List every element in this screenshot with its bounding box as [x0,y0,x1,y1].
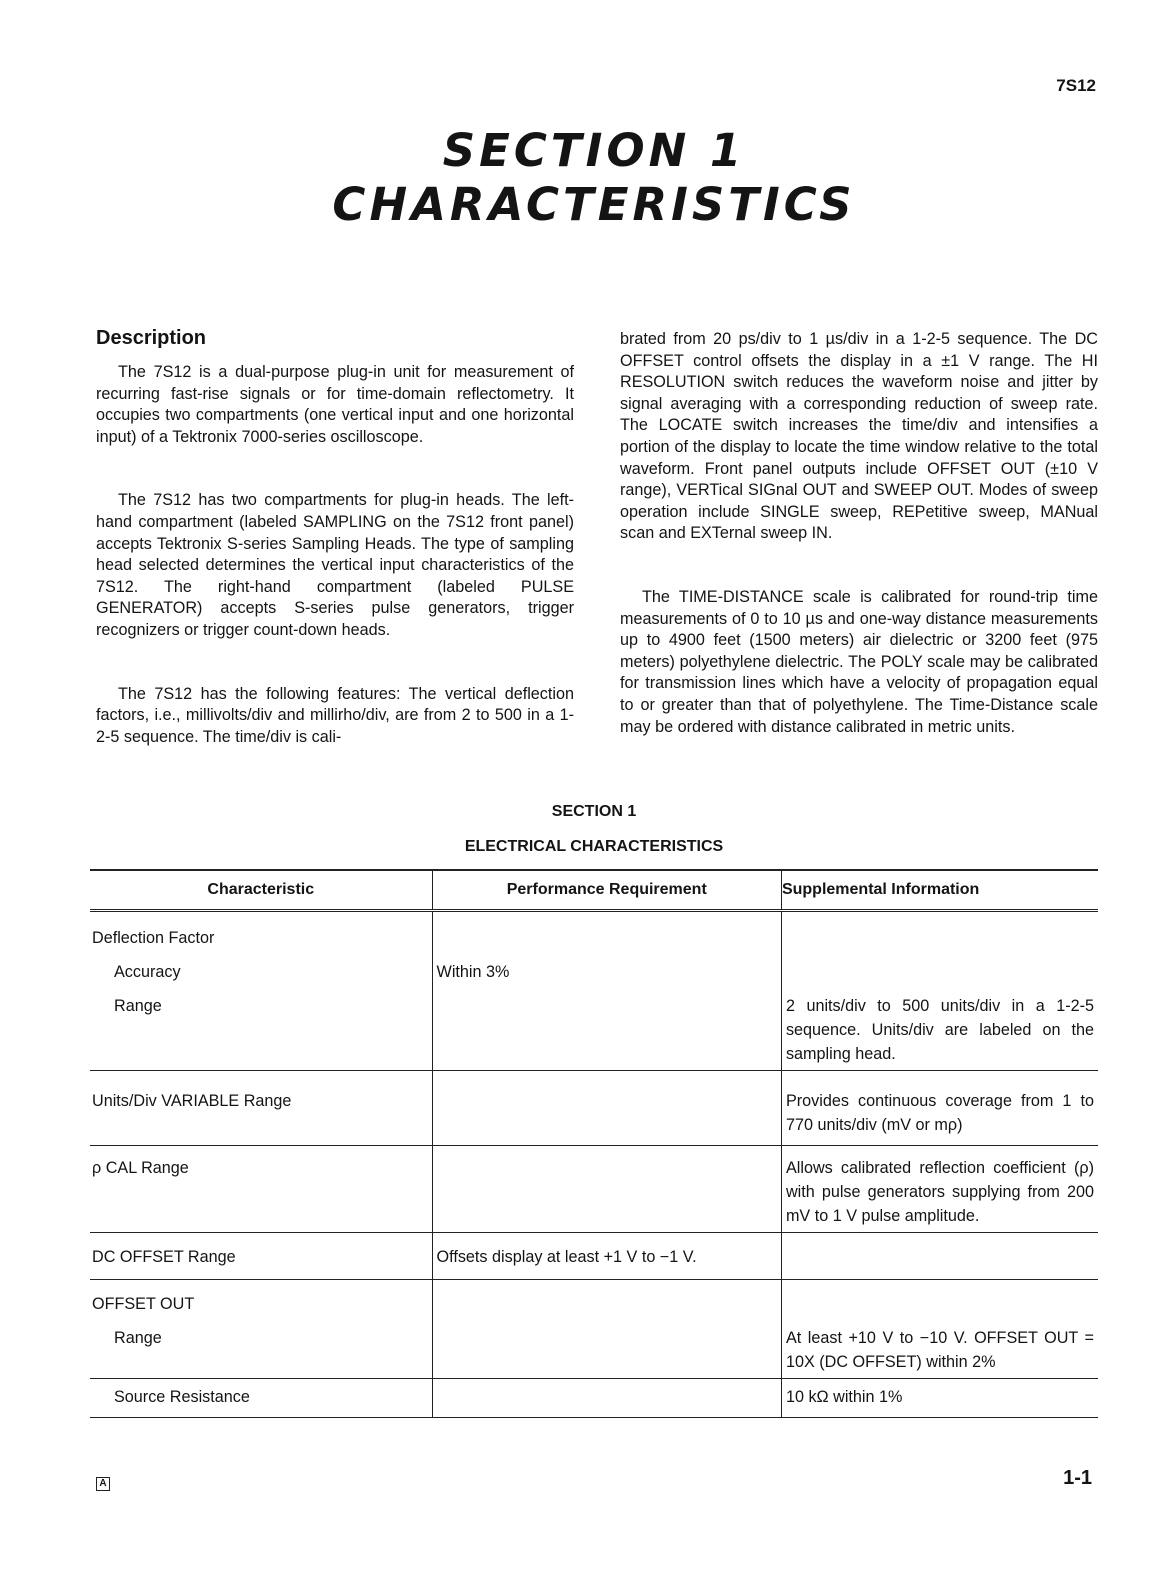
supplemental-cell: 10 kΩ within 1% [781,1379,1098,1418]
performance-cell [432,1320,781,1379]
characteristic-cell: ρ CAL Range [90,1146,432,1233]
performance-cell [432,1280,781,1321]
supplemental-cell [781,1280,1098,1321]
column-header-performance: Performance Requirement [432,870,781,911]
supplemental-cell: 2 units/div to 500 units/div in a 1-2-5 sequence. Units/div are labeled on the sampling head. [781,988,1098,1071]
table-header-row [90,870,1098,911]
supplemental-cell [781,954,1098,988]
table-row [90,1146,1098,1233]
table-title: ELECTRICAL CHARACTERISTICS [464,838,724,855]
page-number: 1-1 [1063,1467,1092,1489]
description-paragraph: brated from 20 ps/div to 1 µs/div in a 1-2-5 sequence. The DC OFFSET control offsets the display in a ±1 V range. The HI RESOLUTION switch reduces the waveform noise and jitter by signal averaging with a corresponding reduction of sweep rate. The LOCATE switch increases the time/div and intensifies a portion of the display to locate the time window relative to the total waveform. Front panel outputs include OFFSET OUT (±10 V range), VERTical SIGnal OUT and SWEEP OUT. Modes of sweep operation include SINGLE sweep, REPetitive sweep, MANual scan and EXTernal sweep IN. [620,330,1098,543]
performance-cell [432,1146,781,1233]
characteristic-cell: DC OFFSET Range [90,1233,432,1280]
table-row [90,988,1098,1071]
performance-cell [432,1379,781,1418]
table-row [90,911,1098,955]
performance-cell: Offsets display at least +1 V to −1 V. [432,1233,781,1280]
supplemental-cell: Allows calibrated reflection coefficient (ρ) with pulse generators supplying from 200 mV to 1 V pulse amplitude. [781,1146,1098,1233]
supplemental-cell [781,911,1098,955]
characteristic-cell: Range [90,1320,432,1379]
table-row [90,1379,1098,1418]
performance-cell [432,1071,781,1146]
description-left-column [96,324,574,748]
characteristic-cell: Source Resistance [90,1379,432,1418]
characteristic-cell: Units/Div VARIABLE Range [90,1071,432,1146]
description-right-column [620,329,1098,738]
table-section-label: SECTION 1 [551,803,637,820]
description-paragraph: The 7S12 has two compartments for plug-in heads. The left-hand compartment (labeled SAMPLING on the 7S12 front panel) accepts Tektronix S-series Sampling Heads. The type of sampling head selected determines the vertical input characteristics of the 7S12. The right-hand compartment (labeled PULSE GENERATOR) accepts S-series pulse generators, trigger recognizers or trigger count-down heads. [96,491,574,639]
performance-cell [432,988,781,1071]
characteristic-cell: Range [90,988,432,1071]
supplemental-cell [781,1233,1098,1280]
electrical-characteristics-table [90,869,1098,1418]
section-title-line-1: SECTION 1 [442,124,746,177]
table-row [90,1071,1098,1146]
section-title-line-2: CHARACTERISTICS [332,178,856,231]
table-row [90,1280,1098,1321]
characteristic-cell: OFFSET OUT [90,1280,432,1321]
supplemental-cell: Provides continuous coverage from 1 to 770 units/div (mV or mρ) [781,1071,1098,1146]
characteristic-cell: Deflection Factor [90,911,432,955]
description-paragraph: The 7S12 has the following features: The vertical deflection factors, i.e., millivolts/div and millirho/div, are from 2 to 500 in a 1-2-5 sequence. The time/div is cali- [96,684,574,746]
section-title [0,124,1152,232]
characteristic-cell: Accuracy [90,954,432,988]
model-number: 7S12 [1056,76,1096,95]
description-paragraph: The TIME-DISTANCE scale is calibrated for round-trip time measurements of 0 to 10 µs and one-way distance measurements up to 4900 feet (1500 meters) air dielectric or 3200 feet (975 meters) polyethylene dielectric. The POLY scale may be calibrated for transmission lines which have a velocity of propagation equal to or greater than that of polyethylene. The Time-Distance scale may be ordered with distance calibrated in metric units. [620,587,1098,736]
description-heading: Description [96,327,207,349]
table-row [90,954,1098,988]
supplemental-cell: At least +10 V to −10 V. OFFSET OUT = 10X (DC OFFSET) within 2% [781,1320,1098,1379]
description-paragraph: The 7S12 is a dual-purpose plug-in unit for measurement of recurring fast-rise signals or for time-domain reflectometry. It occupies two compartments (one vertical input and one horizontal input) of a Tektronix 7000-series oscilloscope. [96,363,574,446]
table-row [90,1320,1098,1379]
performance-cell: Within 3% [432,954,781,988]
table-row [90,1233,1098,1280]
column-header-supplemental: Supplemental Information [781,870,1098,911]
column-header-characteristic: Characteristic [90,870,432,911]
revision-mark: A [96,1477,110,1491]
performance-cell [432,911,781,955]
